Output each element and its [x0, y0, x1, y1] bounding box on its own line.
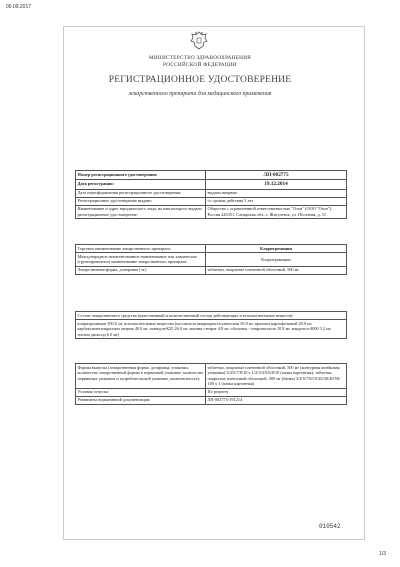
table-row	[76, 205, 347, 219]
drug-info-table	[75, 244, 347, 275]
ministry-name-line1: МИНИСТЕРСТВО ЗДРАВООХРАНЕНИЯ	[148, 55, 252, 61]
inn-label: Международное непатентованное наименование или химическое (группировочное) наименование лекарственного препарата:	[76, 253, 206, 267]
table-row	[76, 197, 347, 205]
table-row	[76, 388, 347, 396]
holder-value: Общество с ограниченной ответственностью "Озон" (ООО "Озон"), Россия 445351, Самарская обл., г. Жигулевск, ул. Песочная, д. 11	[206, 205, 347, 219]
table-row	[76, 245, 347, 253]
serial-number: 010542	[319, 523, 341, 530]
holder-label: Наименование и адрес юридического лица, на имя которого выдано регистрационное удостоверение:	[76, 205, 206, 219]
certificate-title: РЕГИСТРАЦИОННОЕ УДОСТОВЕРЕНИЕ	[108, 75, 292, 85]
certificate-subtitle: лекарственного препарата для медицинского применения	[128, 91, 272, 97]
reissue-date-value: выдано впервые	[206, 189, 347, 197]
table-row	[76, 180, 347, 189]
form-label: Лекарственная форма, дозировка (-и):	[76, 266, 206, 274]
validity-value: со сроком действия 5 лет	[206, 197, 347, 205]
package-value: таблетки, покрытые пленочной оболочкой, 500 мг (контурная ячейковая упаковка) 3/4/5/7/8/10 х 1/2/3/4/5/6/8/10 (пачка картонная); таблетки, покрытые пленочной оболочкой, 500 мг (банка) 3/4/5/7/8/10/20/30/40/50/ 100 х 1 (пачка картонная)	[206, 364, 347, 389]
coat-of-arms-icon	[188, 30, 210, 52]
form-value: таблетки, покрытые пленочной оболочкой, 500 мг	[206, 266, 347, 274]
docs-label: Реквизиты нормативной документации:	[76, 396, 206, 404]
table-row	[76, 266, 347, 274]
table-row	[76, 320, 347, 339]
docs-value: ЛП-002775-191214	[206, 396, 347, 404]
package-table	[75, 363, 347, 405]
ministry-name-line2: РОССИЙСКОЙ ФЕДЕРАЦИИ	[163, 62, 237, 68]
trade-name-label: Торговое наименование лекарственного препарата:	[76, 245, 206, 253]
composition-heading: Состав лекарственного средства (качественный и количественный состав действующих и вспомогательных веществ):	[76, 312, 347, 320]
table-row	[76, 171, 347, 180]
reg-date-label: Дата регистрации:	[76, 180, 206, 189]
reg-date-value: 19.12.2014	[206, 180, 347, 189]
trade-name-value: Кларитромицин	[206, 245, 347, 253]
table-row	[76, 189, 347, 197]
table-row	[76, 312, 347, 320]
reg-number-value: ЛП-002775	[206, 171, 347, 180]
package-label: Формы выпуска (лекарственная форма, дозировка, упаковка, количество лекарственной формы в первичной упаковке, количество первичных упаковок и потребительской упаковке, комплектность):	[76, 364, 206, 389]
reissue-date-label: Дата переоформления регистрационного удостоверения:	[76, 189, 206, 197]
reg-number-label: Номер регистрационного удостоверения:	[76, 171, 206, 180]
table-row	[76, 364, 347, 389]
registration-table	[75, 170, 347, 219]
inn-value: Кларитромицин	[206, 253, 347, 267]
validity-label: Регистрационное удостоверение выдано:	[76, 197, 206, 205]
table-row	[76, 253, 347, 267]
composition-table	[75, 311, 347, 339]
composition-text: кларитромицин 500.0 мг, вспомогательные вещества (целлюлоза микрокристаллическая 50.0 мг, крахмал картофельный 20.0 мг, карбоксиметилкрахмал натрия 40.0 мг, повидон-К25 26.0 мг, магния стеарат 4.8 мг, оболочка - гипромеллоза 10.8 мг, макрогол-4000 3.2 мг, титана диоксид 6.0 мг)	[76, 320, 347, 339]
table-row	[76, 396, 347, 404]
dispense-value: По рецепту	[206, 388, 347, 396]
certificate-sheet	[63, 26, 365, 540]
print-date: 06.09.2017	[6, 4, 32, 10]
dispense-label: Условия отпуска:	[76, 388, 206, 396]
page-number: 1/3	[379, 551, 386, 557]
